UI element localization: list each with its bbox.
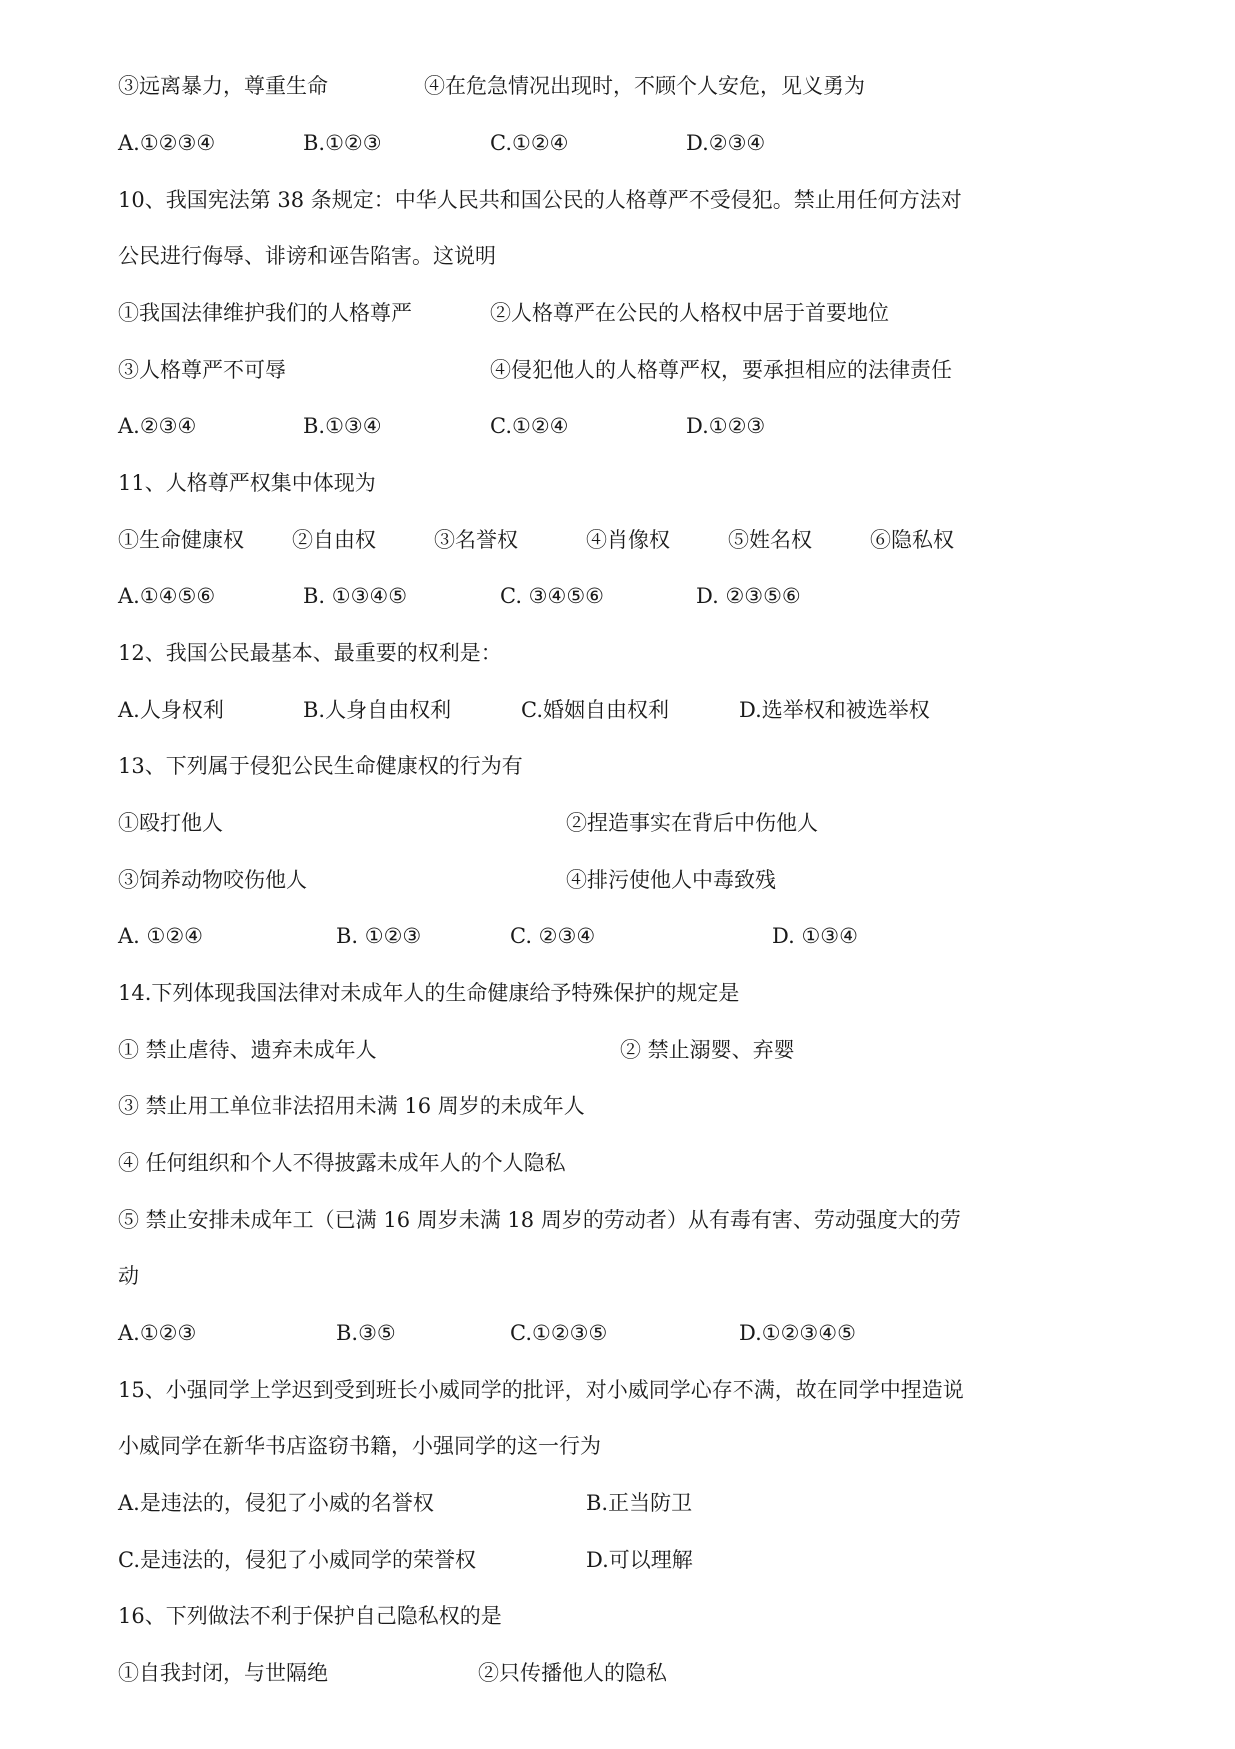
q12-answer-c: C.婚姻自由权利 [521, 698, 669, 722]
q10-answer-a: A.②③④ [118, 414, 197, 438]
q11-answer-b: B. ①③④⑤ [303, 584, 408, 608]
q13-stem: 13、下列属于侵犯公民生命健康权的行为有 [118, 754, 523, 778]
q16-option-1: ①自我封闭，与世隔绝 [118, 1661, 328, 1685]
q14-answer-d: D.①②③④⑤ [739, 1321, 856, 1345]
q16-option-2: ②只传播他人的隐私 [478, 1661, 667, 1685]
q13-option-4: ④排污使他人中毒致残 [566, 868, 776, 892]
q14-option-5-line2: 动 [118, 1264, 139, 1288]
q14-option-1: ① 禁止虐待、遗弃未成年人 [118, 1038, 377, 1062]
q14-answer-a: A.①②③ [118, 1321, 197, 1345]
q10-option-3: ③人格尊严不可辱 [118, 358, 286, 382]
q10-stem-line1: 10、我国宪法第 38 条规定：中华人民共和国公民的人格尊严不受侵犯。禁止用任何方法对 [118, 188, 962, 212]
q15-answer-c: C.是违法的，侵犯了小威同学的荣誉权 [118, 1548, 476, 1572]
q15-answer-a: A.是违法的，侵犯了小威的名誉权 [118, 1491, 434, 1515]
q11-option-3: ③名誉权 [434, 528, 518, 552]
q9-option-3: ③远离暴力，尊重生命 [118, 74, 328, 98]
q10-option-1: ①我国法律维护我们的人格尊严 [118, 301, 412, 325]
q12-stem: 12、我国公民最基本、最重要的权利是： [118, 641, 502, 665]
q11-option-6: ⑥隐私权 [870, 528, 954, 552]
q12-answer-b: B.人身自由权利 [303, 698, 452, 722]
q9-answer-c: C.①②④ [490, 131, 569, 155]
q13-option-2: ②捏造事实在背后中伤他人 [566, 811, 818, 835]
q11-option-4: ④肖像权 [586, 528, 670, 552]
q15-answer-d: D.可以理解 [586, 1548, 693, 1572]
q13-answer-d: D. ①③④ [772, 924, 858, 948]
q11-answer-d: D. ②③⑤⑥ [696, 584, 801, 608]
q11-option-1: ①生命健康权 [118, 528, 244, 552]
q15-answer-b: B.正当防卫 [586, 1491, 693, 1515]
q9-answer-d: D.②③④ [686, 131, 766, 155]
q14-option-4: ④ 任何组织和个人不得披露未成年人的个人隐私 [118, 1151, 566, 1175]
q13-answer-a: A. ①②④ [118, 924, 203, 948]
q13-answer-b: B. ①②③ [336, 924, 422, 948]
q12-answer-d: D.选举权和被选举权 [739, 698, 930, 722]
q15-stem-line1: 15、小强同学上学迟到受到班长小威同学的批评，对小威同学心存不满，故在同学中捏造说 [118, 1378, 964, 1402]
q16-stem: 16、下列做法不利于保护自己隐私权的是 [118, 1604, 502, 1628]
q11-answer-c: C. ③④⑤⑥ [500, 584, 604, 608]
q9-option-4: ④在危急情况出现时，不顾个人安危，见义勇为 [424, 74, 865, 98]
q10-option-4: ④侵犯他人的人格尊严权，要承担相应的法律责任 [490, 358, 952, 382]
q10-answer-c: C.①②④ [490, 414, 569, 438]
q14-option-5-line1: ⑤ 禁止安排未成年工（已满 16 周岁未满 18 周岁的劳动者）从有毒有害、劳动强度大的劳 [118, 1208, 961, 1232]
q14-option-3: ③ 禁止用工单位非法招用未满 16 周岁的未成年人 [118, 1094, 585, 1118]
q11-answer-a: A.①④⑤⑥ [118, 584, 216, 608]
q11-option-5: ⑤姓名权 [728, 528, 812, 552]
q11-stem: 11、人格尊严权集中体现为 [118, 471, 376, 495]
q12-answer-a: A.人身权利 [118, 698, 224, 722]
q10-answer-d: D.①②③ [686, 414, 766, 438]
q14-stem: 14.下列体现我国法律对未成年人的生命健康给予特殊保护的规定是 [118, 981, 740, 1005]
q10-stem-line2: 公民进行侮辱、诽谤和诬告陷害。这说明 [118, 244, 496, 268]
q9-answer-b: B.①②③ [303, 131, 382, 155]
q14-option-2: ② 禁止溺婴、弃婴 [620, 1038, 795, 1062]
q13-answer-c: C. ②③④ [510, 924, 596, 948]
q15-stem-line2: 小威同学在新华书店盗窃书籍，小强同学的这一行为 [118, 1434, 601, 1458]
q10-option-2: ②人格尊严在公民的人格权中居于首要地位 [490, 301, 889, 325]
q10-answer-b: B.①③④ [303, 414, 382, 438]
q13-option-3: ③饲养动物咬伤他人 [118, 868, 307, 892]
q11-option-2: ②自由权 [292, 528, 376, 552]
q14-answer-c: C.①②③⑤ [510, 1321, 608, 1345]
q14-answer-b: B.③⑤ [336, 1321, 396, 1345]
q9-answer-a: A.①②③④ [118, 131, 216, 155]
q13-option-1: ①殴打他人 [118, 811, 223, 835]
